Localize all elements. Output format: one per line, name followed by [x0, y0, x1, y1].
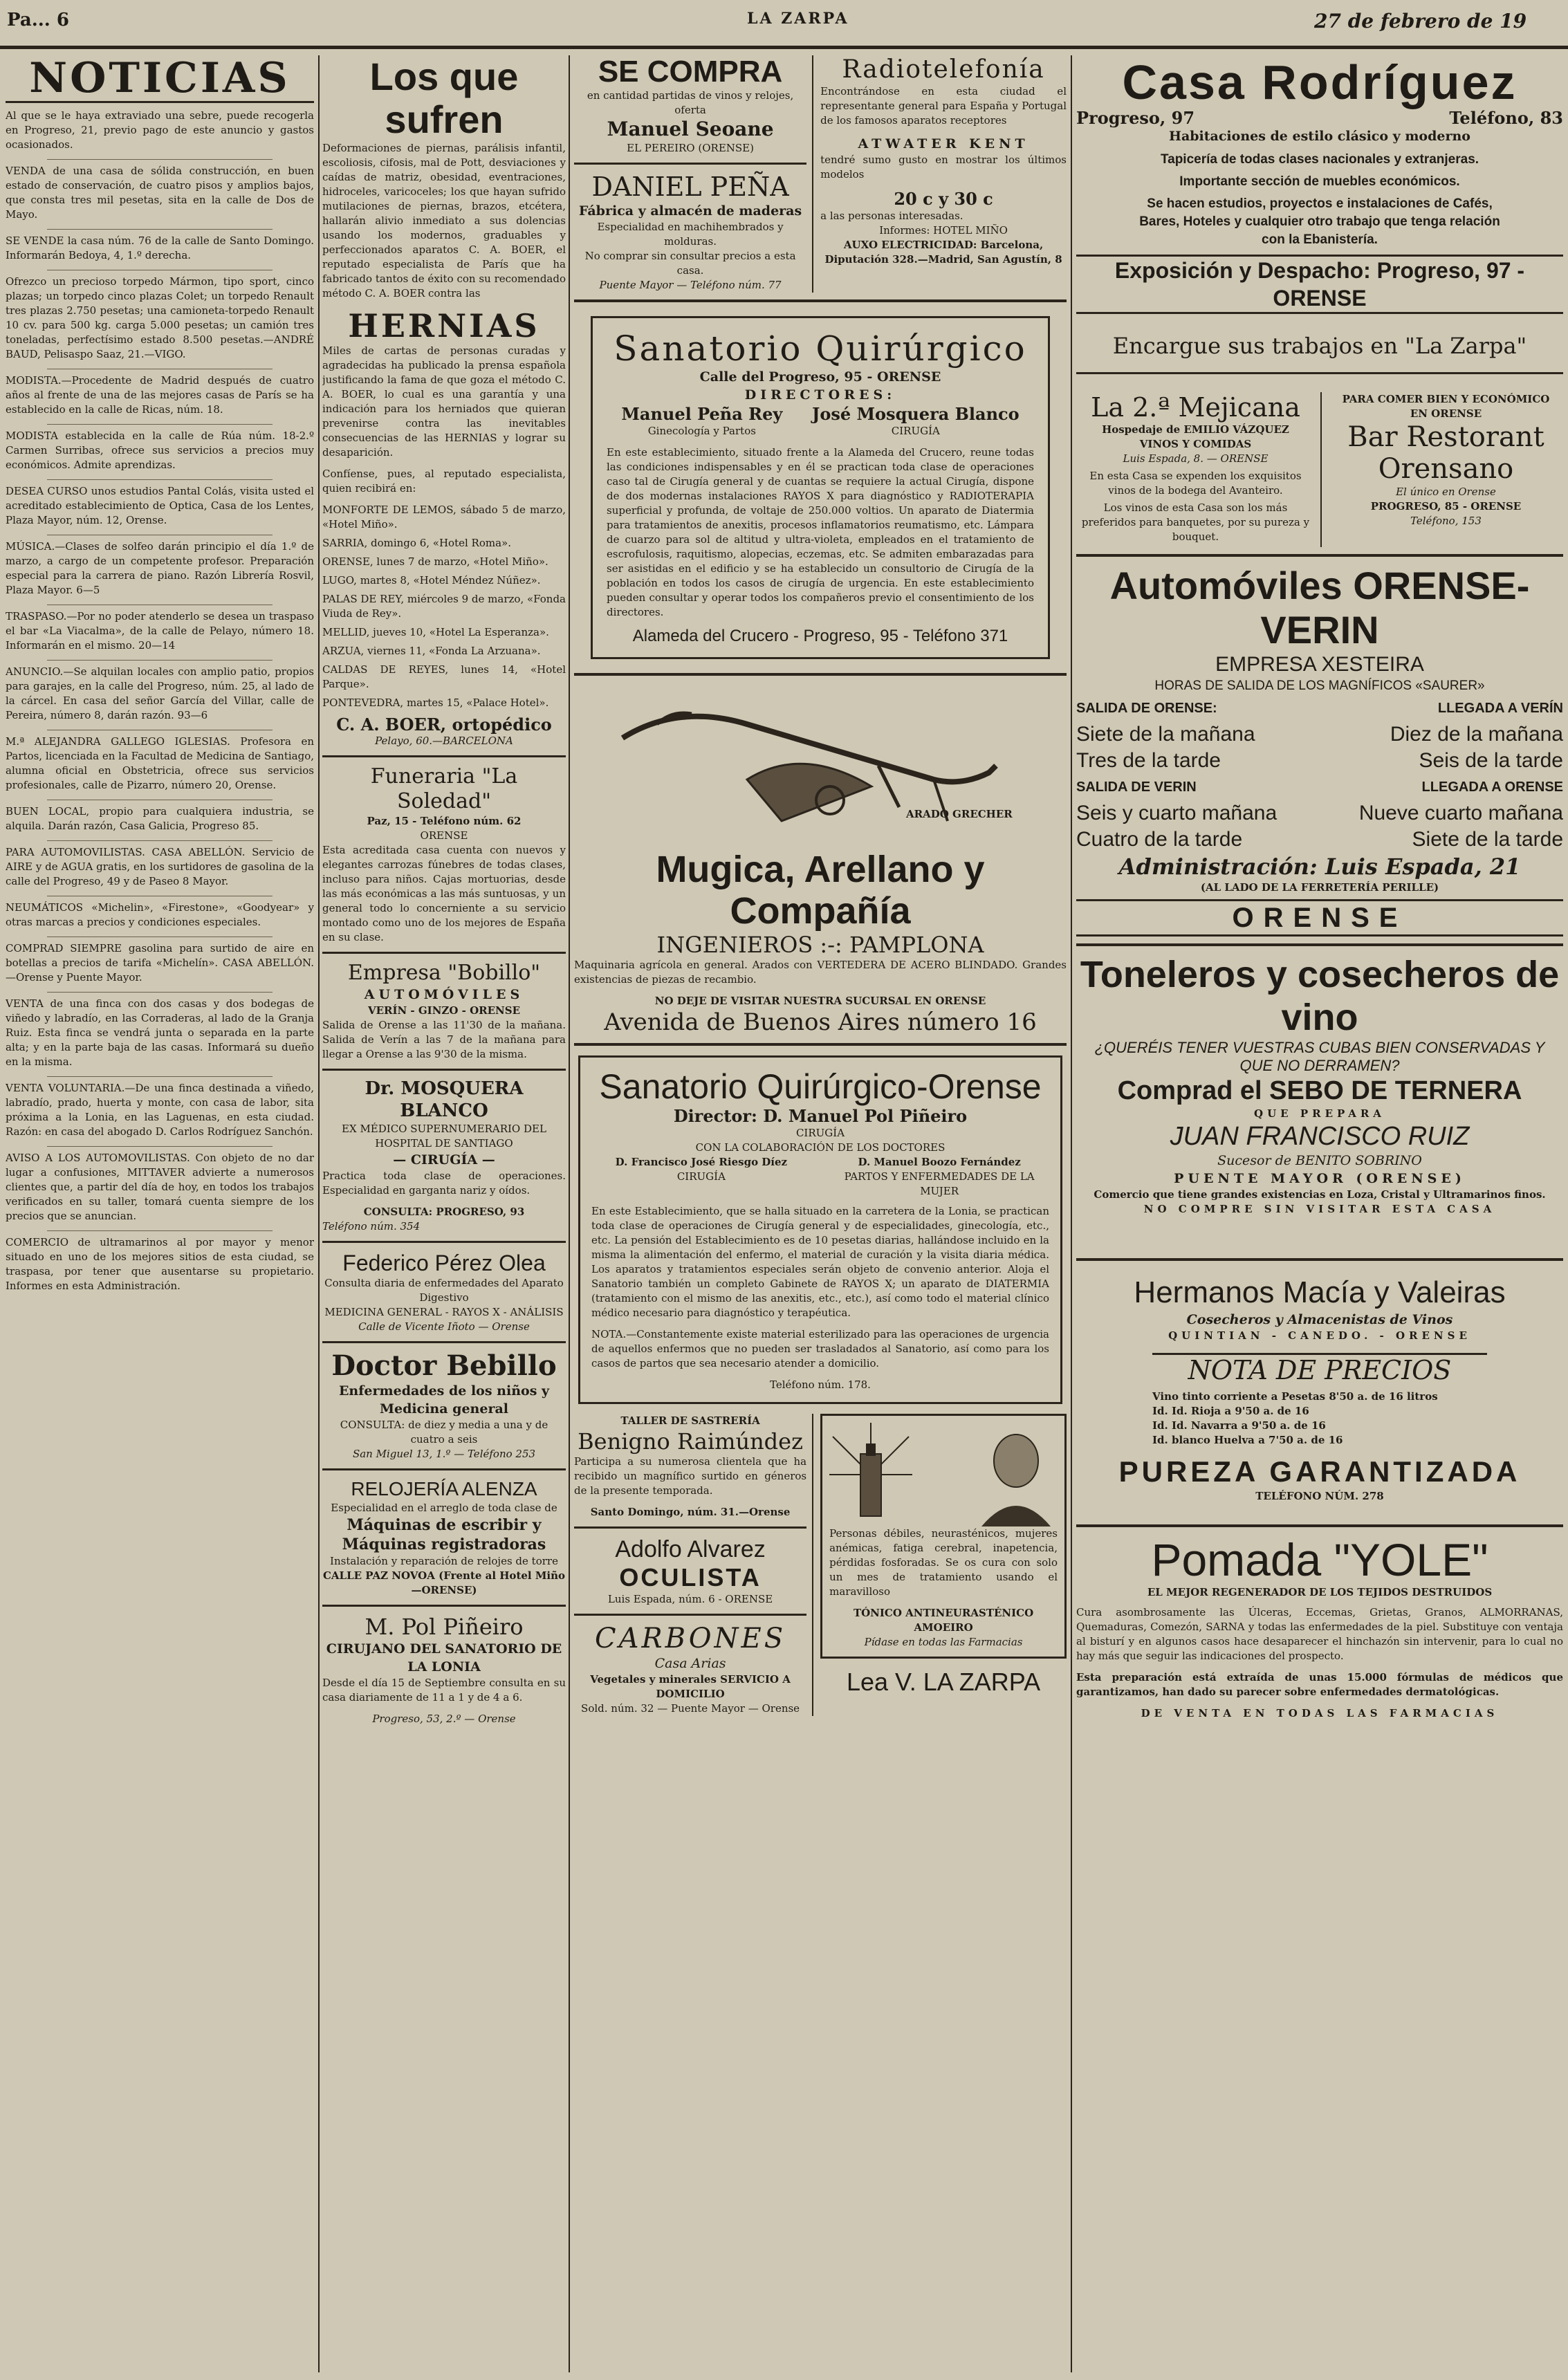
ad-bebillo-text: CONSULTA: de diez y media a una y de cuatro a seis: [340, 1419, 548, 1446]
plow-illustration: [574, 683, 1067, 849]
section-title: NOTICIAS: [6, 55, 314, 103]
ad-mejicana-sub2: VINOS Y COMIDAS: [1139, 438, 1252, 450]
ad-boer: C. A. BOER, ortopédico: [336, 714, 552, 735]
ad-perez-sub2: MEDICINA GENERAL - RAYOS X - ANÁLISIS: [324, 1306, 564, 1318]
doctor: [829, 1155, 1049, 1199]
ad-encargue: Encargue sus trabajos en "La Zarpa": [1076, 332, 1563, 374]
newspaper-name: LA ZARPA: [747, 10, 849, 28]
ad-text: Salida de Orense a las 11'30 de la mañana. Salida de Verín a las 7 de la mañana para llegar a Orense a las 9'30 de la misma.: [322, 1019, 566, 1060]
plow-label: ARADO GRECHER: [906, 808, 1013, 820]
price-row: Id. Id. Rioja a 9'50 a. de 16: [1152, 1405, 1309, 1417]
stop-item: ORENSE, lunes 7 de marzo, «Hotel Miño».: [322, 555, 548, 568]
notice-item: DESEA CURSO unos estudios Pantal Colás, visita usted el acreditado establecimiento de Optica, Casa de los Lentes, Plaza Mayor, núm. 12, Orense.: [6, 485, 314, 526]
ad-radio-text2: tendré sumo gusto en mostrar los últimos modelos: [820, 154, 1067, 181]
notice-divider: [47, 229, 273, 230]
director: [812, 404, 1020, 439]
ad-funeraria: Funeraria "La Soledad": [370, 764, 518, 813]
ad-mugica-title: Mugica, Arellano y Compañía: [656, 849, 985, 932]
ad-radio: [820, 55, 1067, 293]
ad-mugica-warn: NO DEJE DE VISITAR NUESTRA SUCURSAL EN ORENSE: [654, 995, 986, 1007]
notice-divider: [47, 660, 273, 661]
stop-item: MONFORTE DE LEMOS, sábado 5 de marzo, «Hotel Miño».: [322, 504, 566, 531]
ad-tonic-text: Personas débiles, neurasténicos, mujeres anémicas, fatiga cerebral, inapetencia, pérdidas fosforadas. Se os cura con solo un mes de tratamiento usando el maravilloso: [829, 1527, 1058, 1598]
ad-adolfo: Adolfo Alvarez: [615, 1536, 766, 1562]
price-row: Id. Id. Navarra a 9'50 a. de 16: [1152, 1419, 1326, 1432]
notice-item: SE VENDE la casa núm. 76 de la calle de Santo Domingo. Informarán Bedoya, 4, 1.º derecha.: [6, 234, 314, 261]
ad-rodriguez-contact: [1076, 109, 1563, 127]
ad-sanatorio-quirurgico: [591, 316, 1050, 659]
ad-title-sufren: Los que sufren: [369, 55, 519, 141]
stop-item: ARZUA, viernes 11, «Fonda La Arzuana».: [322, 645, 541, 657]
ad-mejicana-title: La 2.ª Mejicana: [1091, 392, 1300, 423]
ad-mejicana: [1076, 392, 1322, 547]
director-name: Manuel Peña Rey: [621, 404, 783, 424]
ad-auto-city: ORENSE: [1076, 899, 1563, 937]
divider: [1076, 943, 1563, 946]
notice-item: COMERCIO de ultramarinos al por mayor y menor situado en uno de los mejores sitios de esta ciudad, se traspasa, por tener que ausentarse su propietario. Informes en esta Administración.: [6, 1236, 314, 1292]
ad-rodriguez-body: [1132, 151, 1508, 249]
doctor-specialty: PARTOS Y ENFERMEDADES DE LA MUJER: [844, 1170, 1035, 1197]
ad-bar-address: PROGRESO, 85 - ORENSE: [1370, 500, 1522, 513]
ad-rodriguez-phone: Teléfono, 83: [1449, 108, 1563, 128]
divider: [322, 1241, 566, 1243]
ad-toneleros-sucesor: Sucesor de BENITO SOBRINO: [1217, 1153, 1422, 1168]
ad-mosquera-phone: Teléfono núm. 354: [322, 1220, 421, 1233]
ad-adolfo-address: Luis Espada, núm. 6 - ORENSE: [607, 1593, 773, 1605]
ad-toneleros-name: JUAN FRANCISCO RUIZ: [1170, 1122, 1470, 1151]
ad-carbones-text: Vegetales y minerales SERVICIO A DOMICILIO: [590, 1673, 791, 1700]
ad-secompra-name: Manuel Seoane: [607, 118, 774, 140]
ad-toneleros: Toneleros y cosecheros de vino: [1080, 954, 1560, 1038]
ad-auto-timetable: [1076, 695, 1563, 853]
ad-rodriguez-footer: Exposición y Despacho: Progreso, 97 - ORENSE: [1076, 255, 1563, 314]
ad-radio-models: 20 c y 30 c: [894, 189, 993, 209]
ad-perez-address: Calle de Vicente Iñoto — Orense: [358, 1320, 530, 1333]
ad-text: Esta acreditada casa cuenta con nuevos y elegantes carrozas fúnebres de todas clases, incluso para niños. Cajas mortuorias, desde las más económicas a las más suntuosas, y un general todo lo concerniente a su servicio montado como uno de los mejores de España en su clase.: [322, 844, 566, 943]
timetable-cell: Siete de la mañana: [1076, 723, 1255, 746]
divider: [322, 952, 566, 954]
ad-mejicana-text: En esta Casa se expenden los exquisitos vinos de la bodega del Avanteiro.: [1089, 470, 1302, 497]
ad-sanatorio-directors: DIRECTORES:: [744, 387, 896, 403]
ad-sanatorio-address: Calle del Progreso, 95 - ORENSE: [699, 369, 941, 385]
ad-auto-sub: EMPRESA XESTEIRA: [1215, 653, 1424, 676]
ad-sanatorio2-title: Sanatorio Quirúrgico-Orense: [599, 1067, 1042, 1106]
ad-radio-text: Encontrándose en esta ciudad el representante general para España y Portugal de los famosos aparatos receptores: [820, 85, 1067, 127]
ad-funeraria-city: ORENSE: [420, 829, 468, 842]
director-specialty: Ginecología y Partos: [647, 425, 756, 437]
ad-bar-head: PARA COMER BIEN Y ECONÓMICO: [1342, 393, 1550, 405]
ad-bottom-right: [820, 1414, 1067, 1716]
divider: [574, 299, 1067, 302]
ad-sanatorio2-doctors: [591, 1155, 1049, 1199]
ad-mugica-sub: INGENIEROS :-: PAMPLONA: [656, 932, 984, 958]
price-list: [1152, 1390, 1487, 1448]
column-rule: [569, 55, 570, 2372]
ad-pol-pineiro: M. Pol Piñeiro: [365, 1614, 524, 1640]
notice-divider: [47, 1146, 273, 1147]
ad-yole-footer: DE VENTA EN TODAS LAS FARMACIAS: [1141, 1707, 1499, 1719]
ad-rodriguez-sub: Habitaciones de estilo clásico y moderno: [1169, 129, 1470, 144]
notice-item: VENDA de una casa de sólida construcción, en buen estado de conservación, de cuatro pisos y amplios bajos, que consta tres mil pesetas, sita en la calle de Dos de Mayo.: [6, 165, 314, 221]
divider: [322, 1605, 566, 1607]
ad-tonic: [820, 1414, 1067, 1659]
notice-divider: [47, 1230, 273, 1231]
ad-benigno-text: Participa a su numerosa clientela que ha recibido un magnífico surtido en géneros de la presente temporada.: [574, 1455, 807, 1497]
ad-bobillo-sub: AUTOMÓVILES: [364, 987, 524, 1002]
ad-mejicana-address: Luis Espada, 8. — ORENSE: [1123, 452, 1269, 465]
director-specialty: CIRUGÍA: [891, 425, 940, 437]
notice-divider: [47, 840, 273, 841]
ad-carbones-sub: Casa Arias: [654, 1656, 726, 1671]
timetable-row: [1076, 800, 1563, 827]
ad-mejicana-bar-row: [1076, 392, 1563, 547]
divider: [322, 1468, 566, 1470]
ad-bar-phone: Teléfono, 153: [1410, 515, 1482, 527]
ad-radio-title: Radiotelefonía: [842, 55, 1045, 84]
ad-perez-olea: Federico Pérez Olea: [342, 1251, 546, 1275]
notice-item: COMPRAD SIEMPRE gasolina para surtido de aire en botellas a precios de tarifa «Michelín». CASA ABELLÓN.—Orense y Puente Mayor.: [6, 942, 314, 984]
ad-text: Confíense, pues, al reputado especialista, quien recibirá en:: [322, 468, 566, 495]
notice-divider: [47, 159, 273, 160]
timetable-cell: Siete de la tarde: [1412, 828, 1563, 851]
ad-auto-admin2: (AL LADO DE LA FERRETERÍA PERILLE): [1200, 881, 1439, 894]
ad-bebillo-sub: Enfermedades de los niños y Medicina general: [338, 1383, 550, 1417]
notice-item: AVISO A LOS AUTOMOVILISTAS. Con objeto de no dar lugar a confusiones, MITTAVER advierte a numerosos clientes que, a partir del día de hoy, en todos los trabajos verificados en su taller, tomará cuenta siempre de los precios que se anuncian.: [6, 1152, 314, 1222]
ad-bar-title: Bar Restorant Orensano: [1347, 421, 1544, 485]
notice-item: TRASPASO.—Por no poder atenderlo se desea un traspaso el bar «La Viacalma», de la calle de Pelayo, número 18. Informarán en el mismo. 20—14: [6, 610, 314, 652]
ad-benigno: Benigno Raimúndez: [578, 1428, 803, 1455]
divider: [574, 673, 1067, 676]
notice-list: [6, 109, 314, 1293]
ad-relojeria-text: Especialidad en el arreglo de toda clase de: [331, 1502, 557, 1514]
timetable-row: [1076, 695, 1563, 721]
ad-sanatorio-orense: [578, 1055, 1062, 1404]
timetable-cell: Cuatro de la tarde: [1076, 828, 1243, 851]
ad-text: Desde el día 15 de Septiembre consulta en su casa diariamente de 11 a 1 y de 4 a 6.: [322, 1677, 566, 1704]
ad-compra-pena: [574, 55, 813, 293]
ad-macia-phone: TELÉFONO NÚM. 278: [1255, 1490, 1384, 1502]
notice-item: MODISTA establecida en la calle de Rúa núm. 18-2.º Carmen Surribas, ofrece sus servicios a precios muy económicos. Admite aprendizas.: [6, 430, 314, 471]
timetable-head: LLEGADA A ORENSE: [1421, 780, 1563, 795]
ad-nota-precios: NOTA DE PRECIOS: [1152, 1353, 1487, 1385]
ad-daniel-address: Puente Mayor — Teléfono núm. 77: [599, 279, 782, 291]
timetable-cell: Nueve cuarto mañana: [1358, 802, 1563, 824]
ad-daniel-pena: DANIEL PEÑA: [591, 172, 789, 202]
divider: [322, 755, 566, 757]
ad-boer-address: Pelayo, 60.—BARCELONA: [375, 735, 513, 747]
notice-item: ANUNCIO.—Se alquilan locales con amplio patio, propios para garajes, en la calle del Progreso, núm. 25, al lado de la cárcel. En casa del señor García del Villar, calle de Pereira, número 8, darán razón. 93—6: [6, 665, 314, 721]
ad-yole-text: Cura asombrosamente las Úlceras, Eccemas, Grietas, Granos, ALMORRANAS, Quemaduras, Comezón, SARNA y todas las enfermedades de la piel. Substituye con ventaja al bisturí y en algunos casos hace desaparecer el hinchazón sin intervenir, para lo cual no hay más que seguir las indicaciones del prospecto.: [1076, 1606, 1563, 1662]
divider: [322, 1341, 566, 1343]
divider: [322, 1069, 566, 1071]
ad-bar: [1329, 392, 1563, 547]
notice-item: NEUMÁTICOS «Michelin», «Firestone», «Goodyear» y otras marcas a precios y condiciones especiales.: [6, 901, 314, 928]
ad-macia: Hermanos Macía y Valeiras: [1134, 1275, 1506, 1309]
ad-bar-head2: EN ORENSE: [1410, 407, 1482, 420]
notice-item: M.ª ALEJANDRA GALLEGO IGLESIAS. Profesora en Partos, licenciada en la Facultad de Medicina de Santiago, alumna oficial en Obstetricia, ofrece sus servicios profesionales, calle de Pizarro, número 20, Orense.: [6, 735, 314, 791]
ad-radio-auxe: AUXO ELECTRICIDAD: Barcelona,: [843, 239, 1044, 251]
ad-sanatorio2-cirugia: CIRUGÍA: [795, 1127, 845, 1139]
timetable-cell: Diez de la mañana: [1390, 723, 1563, 746]
ad-lea-zarpa: Lea V. LA ZARPA: [846, 1668, 1041, 1696]
notice-item: VENTA de una finca con dos casas y dos bodegas de viñedo y labradío, en las Corraderas, al lado de la Granja Ruiz. Esta finca se vendrá junta o separada en la parte alta; y en la parte baja de las casas. Informará su dueño en la misma.: [6, 997, 314, 1068]
ad-sanatorio2-director: Director: D. Manuel Pol Piñeiro: [673, 1106, 968, 1126]
ad-toneleros-address: PUENTE MAYOR (ORENSE): [1174, 1171, 1466, 1186]
ad-mosquera: Dr. MOSQUERA BLANCO: [365, 1078, 524, 1121]
divider: [574, 163, 806, 165]
doctor-name: D. Francisco José Riesgo Díez: [615, 1156, 788, 1168]
ad-toneleros-prepara: QUE PREPARA: [1254, 1107, 1385, 1120]
timetable-row: [1076, 774, 1563, 800]
divider: [574, 1526, 806, 1529]
ad-rodriguez-text: Se hacen estudios, proyectos e instalaciones de Cafés, Bares, Hoteles y cualquier otro trabajo que tenga relación con la Ebanistería.: [1139, 196, 1500, 247]
ad-rodriguez-text: Tapicería de todas clases nacionales y extranjeras.: [1160, 152, 1479, 167]
ad-tonic-footer: Pídase en todas las Farmacias: [864, 1636, 1023, 1648]
price-row: Vino tinto corriente a Pesetas 8'50 a. de 16 litros: [1152, 1390, 1438, 1403]
notice-item: MODISTA.—Procedente de Madrid después de cuatro años al frente de una de las mejores casas de París se ha establecido en la calle de Ricas, núm. 18.: [6, 374, 314, 416]
ad-text: Practica toda clase de operaciones. Especialidad en garganta nariz y oídos.: [322, 1170, 566, 1197]
divider: [574, 1043, 1067, 1046]
ad-mosquera-sub: EX MÉDICO SUPERNUMERARIO DEL HOSPITAL DE SANTIAGO: [342, 1123, 546, 1150]
page-number: Pa... 6: [7, 10, 69, 30]
stop-item: CALDAS DE REYES, lunes 14, «Hotel Parque».: [322, 663, 566, 690]
divider: [574, 1614, 806, 1616]
plow-icon: [574, 683, 1067, 849]
ad-pol-sub: CIRUJANO DEL SANATORIO DE LA LONIA: [326, 1641, 562, 1675]
ad-auto-header: HORAS DE SALIDA DE LOS MAGNÍFICOS «SAURER»: [1154, 679, 1485, 693]
notice-item: PARA AUTOMOVILISTAS. CASA ABELLÓN. Servicio de AIRE y de AGUA gratis, en los surtidores de gasolina de la calle del Progreso, 49 y de Paseo 8 Mayor.: [6, 846, 314, 887]
header-rule: [0, 46, 1568, 49]
notice-item: Ofrezco un precioso torpedo Mármon, tipo sport, cinco plazas; un torpedo cinco plazas Colet; un torpedo Renault tres plazas 2.750 pesetas; una camioneta-torpedo Renault 10 cv. para 500 kg. carga 5.000 pesetas; un camión tres toneladas, perfectísimo estado 8.500 pesetas.—ANDRÉ BAUD, Pelisaspo Saaz, 21.—VIGO.: [6, 275, 314, 360]
stop-item: SARRIA, domingo 6, «Hotel Roma».: [322, 537, 511, 549]
ad-bobillo: Empresa "Bobillo": [347, 961, 541, 985]
divider: [1076, 554, 1563, 557]
notice-item: MÚSICA.—Clases de solfeo darán principio el día 1.º de marzo, a cargo de un competente profesor. Preparación especial para la carrera de piano. Razón Librería Rosvil, Plaza Mayor. 6—5: [6, 540, 314, 596]
column-ads-right: [1076, 55, 1563, 2373]
timetable-cell: Tres de la tarde: [1076, 749, 1221, 772]
notice-item: BUEN LOCAL, propio para cualquiera industria, se alquila. Darán razón, Casa Galicia, Progreso 85.: [6, 805, 314, 832]
ad-daniel-sub: Fábrica y almacén de maderas: [578, 203, 802, 219]
column-ads-left: [322, 55, 566, 2373]
doctor: [591, 1155, 811, 1199]
ad-pol-address: Progreso, 53, 2.º — Orense: [372, 1713, 516, 1725]
ad-text: Miles de cartas de personas curadas y agradecidas ha publicado la prensa española justificando la fama de que goza el método C. A. BOER, lo cual es una garantía y una indicación para los herniados que quieran prevenirse contra las inevitables consecuencias de las HERNIAS y lograr su desaparición.: [322, 344, 566, 459]
ad-radio-text3: a las personas interesadas.: [820, 210, 963, 222]
ad-sanatorio2-text: En este Establecimiento, que se halla situado en la carretera de la Lonia, se practican toda clase de operaciones de Cirugía general y de especialidades, ginecología, etc., etc. La pensión del Establecimiento es de 10 pesetas diarias, hallándose incluido en la misma la alimentación del enfermo, el material de curación y la visita diaria médica. Los aparatos y tratamientos especiales serán objeto de convenio anterior. Aloja el Sanatorio también un completo Gabinete de RAYOS X; un aparato de DIATERMIA (tratamiento con el mismo de las anexitis, etc., etc.), así como todo el material clínico médico necesario para diagnóstico y terapéutica.: [591, 1205, 1049, 1319]
ad-bobillo-route: VERÍN - GINZO - ORENSE: [367, 1004, 521, 1017]
ad-rodriguez-text: Importante sección de muebles económicos.: [1179, 174, 1460, 189]
ad-relojeria: RELOJERÍA ALENZA: [351, 1478, 537, 1500]
notice-divider: [47, 479, 273, 480]
stops-list: [322, 503, 566, 710]
ad-mejicana-sub: Hospedaje de EMILIO VÁZQUEZ: [1102, 423, 1289, 436]
ad-mosquera-cirugia: — CIRUGÍA —: [393, 1152, 495, 1168]
page-header: [0, 0, 1568, 48]
ad-casa-rodriguez: Casa Rodríguez: [1122, 55, 1518, 109]
notice-item: Al que se le haya extraviado una sebre, puede recogerla en Progreso, 21, previo pago de este anuncio y gastos ocasionados.: [6, 109, 314, 151]
stop-item: PONTEVEDRA, martes 15, «Palace Hotel».: [322, 697, 549, 709]
ad-yole-sub: EL MEJOR REGENERADOR DE LOS TEJIDOS DESTRUIDOS: [1147, 1586, 1493, 1598]
stop-item: LUGO, martes 8, «Hotel Méndez Núñez».: [322, 574, 541, 587]
doctor-specialty: CIRUGÍA: [676, 1170, 726, 1183]
ad-radio-brand: ATWATER KENT: [858, 136, 1029, 151]
column-rule: [1071, 55, 1072, 2372]
timetable-head: LLEGADA A VERÍN: [1437, 701, 1563, 716]
timetable-cell: Seis de la tarde: [1419, 749, 1563, 772]
ad-sanatorio-title: Sanatorio Quirúrgico: [614, 329, 1027, 369]
ad-sanatorio-footer: Alameda del Crucero - Progreso, 95 - Teléfono 371: [632, 627, 1008, 645]
timetable-row: [1076, 748, 1563, 774]
director: [621, 404, 782, 439]
stop-item: PALAS DE REY, miércoles 9 de marzo, «Fonda Viuda de Rey».: [322, 593, 566, 620]
director-name: José Mosquera Blanco: [811, 404, 1020, 424]
ad-bar-text: El único en Orense: [1396, 486, 1496, 498]
notice-divider: [47, 424, 273, 425]
notice-item: VENTA VOLUNTARIA.—De una finca destinada a viñedo, labradío, prado, huerta y monte, con casa de labor, sita próxima a la Lonia, en las Laguenas, en esta ciudad. Razón: en casa del abogado D. Carlos Rodríguez Sanchón.: [6, 1082, 314, 1138]
ad-sanatorio2-nota: NOTA.—Constantemente existe material esterilizado para las operaciones de urgencia de aquellos enfermos que no pueden ser trasladados al Sanatorio, así como para los casos de partos que sea necesario atender a domicilio.: [591, 1328, 1049, 1369]
ad-auto-admin: Administración: Luis Espada, 21: [1118, 854, 1521, 880]
ad-toneleros-text: Comercio que tiene grandes existencias en Loza, Cristal y Ultramarinos finos.: [1094, 1188, 1546, 1201]
ad-funeraria-address: Paz, 15 - Teléfono núm. 62: [367, 815, 522, 827]
timetable-head: SALIDA DE VERIN: [1076, 780, 1197, 795]
portrait-icon: [975, 1423, 1058, 1526]
ad-mosquera-consulta: CONSULTA: PROGRESO, 93: [363, 1206, 525, 1218]
ad-mejicana-text2: Los vinos de esta Casa son los más preferidos para banquetes, por su pureza y bouquet.: [1081, 501, 1310, 543]
top-ads-row: [574, 55, 1067, 293]
ad-macia-sub2: QUINTIAN - CANEDO. - ORENSE: [1168, 1329, 1471, 1342]
ad-automoviles: Automóviles ORENSE-VERIN: [1109, 564, 1530, 652]
column-rule: [318, 55, 320, 2372]
ad-relojeria-address: CALLE PAZ NOVOA (Frente al Hotel Miño—ORENSE): [322, 1569, 566, 1596]
ad-title-hernias: HERNIAS: [348, 307, 540, 344]
ad-sanatorio2-phone: Teléfono núm. 178.: [770, 1378, 871, 1391]
ad-radio-address: Diputación 328.—Madrid, San Agustín, 8: [824, 253, 1062, 266]
ad-yole: Pomada "YOLE": [1151, 1534, 1488, 1585]
ad-relojeria-big: Máquinas de escribir y Máquinas registradoras: [342, 1516, 546, 1553]
notice-divider: [47, 1076, 273, 1077]
timetable-cell: Seis y cuarto mañana: [1076, 802, 1278, 824]
price-row: Id. blanco Huelva a 7'50 a. de 16: [1152, 1434, 1343, 1446]
ad-daniel-text2: No comprar sin consultar precios a esta casa.: [584, 250, 796, 277]
ad-secompra-text: en cantidad partidas de vinos y relojes, oferta: [587, 89, 794, 116]
ad-perez-sub: Consulta diaria de enfermedades del Aparato Digestivo: [324, 1277, 564, 1304]
ad-secompra-city: EL PEREIRO (ORENSE): [627, 142, 754, 154]
ad-doctor-bebillo: Doctor Bebillo: [331, 1349, 557, 1382]
divider: [1076, 1258, 1563, 1261]
ad-rodriguez-address: Progreso, 97: [1076, 108, 1195, 128]
ad-relojeria-text2: Instalación y reparación de relojes de torre: [330, 1555, 558, 1567]
ad-sanatorio-directors-row: [607, 404, 1034, 439]
bottle-icon: [829, 1423, 912, 1526]
ad-toneleros-comprad: Comprad el SEBO DE TERNERA: [1117, 1076, 1522, 1105]
ad-sanatorio2-colab: CON LA COLABORACIÓN DE LOS DOCTORES: [695, 1141, 946, 1154]
divider: [1076, 1524, 1563, 1527]
ad-radio-informes: Informes: HOTEL MIÑO: [879, 224, 1008, 237]
timetable-row: [1076, 721, 1563, 748]
ad-carbones-address: Sold. núm. 32 — Puente Mayor — Orense: [581, 1702, 800, 1715]
ad-text: Deformaciones de piernas, parálisis infantil, escoliosis, cifosis, mal de Pott, desviaciones y caídas de matriz, obesidad, eventraciones, hidroceles, varicoceles; los que hayan sufrido mutilaciones de piernas, brazos, etcétera, hallarán alivio inmediato a sus dolencias usando los modernos, graduables y perfeccionados aparatos C. A. BOER, el reputado especialista de París que ha fabricado tantos de éxito con su recomendado método C. A. BOER contra las: [322, 142, 566, 299]
ad-sanatorio-text: En este establecimiento, situado frente a la Alameda del Crucero, reune todas las condiciones indispensables y en él se practican toda clase de operaciones caso tal de Cirugía general y de cuantas se requiere la actual Cirugía, dispone de dos modernas instalaciones RAYOS X para diagnóstico y RADIOTERAPIA superficial y profunda, de voltaje de 250.000 voltios. Un aparato de Diatermia para tratamientos de anexitis, procesos inflamatorios reumatismo, etc. Lámpara de cuarzo para sol de altitud y ultra-violeta, empleados en el tratamiento de escrofulosis, raquitismo, alopecias, eczemas, etc. Se admiten embarazadas para ser asistidas en el edificio y se ha establecido un consultorio de Cirugía de la población en todos los casos de cirugía de urgencia. En este establecimiento pueden consultar y operar todos los compañeros previo el consentimiento de los directores.: [607, 446, 1034, 618]
ad-mugica-text: Maquinaria agrícola en general. Arados con VERTEDERA DE ACERO BLINDADO. Grandes existencias de piezas de recambio.: [574, 959, 1067, 986]
timetable-row: [1076, 827, 1563, 853]
ad-macia-sub: Cosecheros y Almacenistas de Vinos: [1186, 1312, 1453, 1327]
ad-benigno-head: TALLER DE SASTRERÍA: [620, 1414, 760, 1427]
column-noticias: [6, 55, 314, 2373]
bottom-ads-row: [574, 1414, 1067, 1716]
ad-toneleros-question: ¿QUERÉIS TENER VUESTRAS CUBAS BIEN CONSERVADAS Y QUE NO DERRAMEN?: [1094, 1039, 1545, 1074]
tonic-images: [829, 1423, 1058, 1526]
ad-bottom-left: [574, 1414, 813, 1716]
notice-divider: [47, 992, 273, 993]
column-ads-center: [574, 55, 1067, 2373]
ad-pureza: PUREZA GARANTIZADA: [1118, 1455, 1521, 1488]
ad-secompra: SE COMPRA: [598, 55, 783, 89]
issue-date: 27 de febrero de 19: [1314, 10, 1527, 33]
ad-toneleros-no: NO COMPRE SIN VISITAR ESTA CASA: [1143, 1203, 1496, 1215]
ad-carbones: CARBONES: [594, 1623, 786, 1654]
ad-adolfo-sub: OCULISTA: [619, 1563, 762, 1592]
ad-yole-text2: Esta preparación está extraída de unas 15.000 fórmulas de médicos que garantizamos, han dado su parecer sobre enfermedades dermatológicas.: [1076, 1671, 1563, 1698]
timetable-head: SALIDA DE ORENSE:: [1076, 701, 1217, 716]
stop-item: MELLID, jueves 10, «Hotel La Esperanza».: [322, 626, 549, 638]
ad-bebillo-address: San Miguel 13, 1.º — Teléfono 253: [352, 1448, 536, 1460]
ad-mugica-address: Avenida de Buenos Aires número 16: [604, 1008, 1037, 1036]
ad-daniel-text: Especialidad en machihembrados y molduras.: [597, 221, 784, 248]
doctor-name: D. Manuel Boozo Fernández: [858, 1156, 1021, 1168]
ad-tonic-name: TÓNICO ANTINEURASTÉNICO AMOEIRO: [853, 1607, 1034, 1634]
ad-benigno-address: Santo Domingo, núm. 31.—Orense: [590, 1506, 791, 1518]
